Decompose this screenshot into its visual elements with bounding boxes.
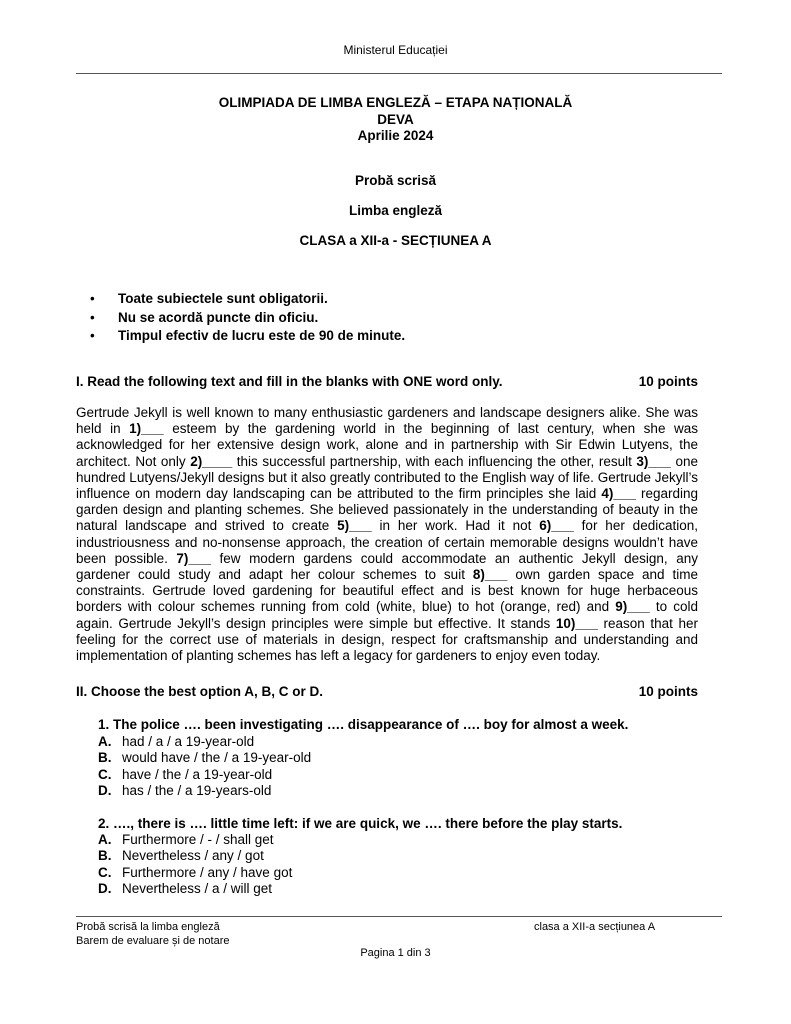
section1-title: I. Read the following text and fill in the blanks with ONE word only. (76, 374, 503, 389)
blank-1: 1)___ (129, 421, 164, 437)
section2-title: II. Choose the best option A, B, C or D. (76, 684, 324, 699)
footer-scheme: Barem de evaluare și de notare (76, 935, 230, 947)
blank-4: 4)___ (601, 486, 636, 502)
option-d: D. has / the / a 19-years-old (98, 782, 272, 798)
footer-left (76, 920, 229, 948)
olympiad-date: Aprilie 2024 (357, 128, 434, 143)
question-1-stem: 1. The police …. been investigating …. disappearance of …. boy for almost a week. (98, 717, 629, 732)
footer-divider (76, 916, 722, 917)
option-d: D. Nevertheless / a / will get (98, 880, 273, 896)
page-number: Pagina 1 din 3 (360, 947, 431, 959)
blank-8: 8)___ (472, 567, 508, 583)
footer-class: clasa a XII-a secțiunea A (534, 921, 656, 933)
class-section: CLASA a XII-a - SECȚIUNEA A (299, 233, 492, 248)
header-divider (76, 73, 722, 74)
olympiad-title: OLIMPIADA DE LIMBA ENGLEZĂ – ETAPA NAȚIONALĂ (218, 95, 573, 110)
question-2-stem: 2. …., there is …. little time left: if we are quick, we …. there before the play starts. (98, 816, 623, 831)
option-a: A. Furthermore / - / shall get (98, 832, 274, 847)
section1-heading (76, 374, 698, 389)
question-1-options (98, 734, 311, 799)
rule-item: • Nu se acordă puncte din oficiu. (90, 309, 405, 328)
section2-heading (76, 684, 698, 699)
question-2-options (98, 832, 292, 897)
exam-subject: Limba engleză (348, 203, 443, 218)
blank-10: 10)___ (555, 615, 598, 631)
blank-7: 7)___ (176, 550, 211, 566)
cloze-text: Gertrude Jekyll is well known to many enthusiastic gardeners and landscape designers alike. She was held in 1)___ esteem by the gardening world in the beginning of last century, when she was acknowledged for her extensive design work, alone and in partnership with Sir Edwin Lutyens, the architect. Not only 2)____ this successful partnership, with each influencing the other, result 3)___ one hundred Lutyens/Jekyll designs but it also greatly contributed to the English way of life. Gertrude Jekyll’s influence on modern day landscaping can be attributed to the firm principles she laid 4)___ regarding garden design and planting schemes. She believed passionately in the understanding of beauty in the natural landscape and strived to create 5)___ in her work. Had it not 6)___ for her dedication, industriousness and no-nonsense approach, the creation of certain memorable designs wouldn’t have been possible. 7)___ few modern gardens could accommodate an authentic Jekyll design, any gardener could study and adapt her colour schemes to suit 8)___ own garden space and time constraints. Gertrude loved gardening for beautiful effect and is best known for huge herbaceous borders with colour schemes running from cold (white, blue) to hot (orange, red) and 9)___ to cold again. Gertrude Jekyll’s design principles were simple but effective. It stands 10)___ reason that her feeling for the correct use of materials in design, respect for craftsmanship and understanding and implementation of planting schemes has left a legacy for gardeners to enjoy even today. (76, 405, 699, 664)
rule-item: • Timpul efectiv de lucru este de 90 de minute. (90, 327, 405, 346)
rule-item: • Toate subiectele sunt obligatorii. (90, 290, 405, 309)
option-b: B. would have / the / a 19-year-old (98, 750, 312, 766)
ministry-header: Ministerul Educației (343, 43, 448, 57)
blank-5: 5)___ (337, 518, 372, 534)
footer-exam: Probă scrisă la limba engleză (76, 921, 220, 933)
blank-9: 9)___ (615, 599, 650, 615)
option-c: C. have / the / a 19-year-old (98, 766, 273, 782)
section2-points: 10 points (638, 684, 698, 699)
blank-6: 6)___ (539, 518, 574, 534)
rules-list (90, 290, 405, 346)
option-b: B. Nevertheless / any / got (98, 848, 264, 864)
option-c: C. Furthermore / any / have got (98, 864, 293, 880)
blank-2: 2)____ (190, 453, 233, 469)
option-a: A. had / a / a 19-year-old (98, 734, 255, 749)
section1-points: 10 points (638, 374, 698, 389)
exam-type: Probă scrisă (354, 173, 437, 188)
blank-3: 3)___ (636, 453, 671, 469)
olympiad-city: DEVA (377, 112, 414, 127)
